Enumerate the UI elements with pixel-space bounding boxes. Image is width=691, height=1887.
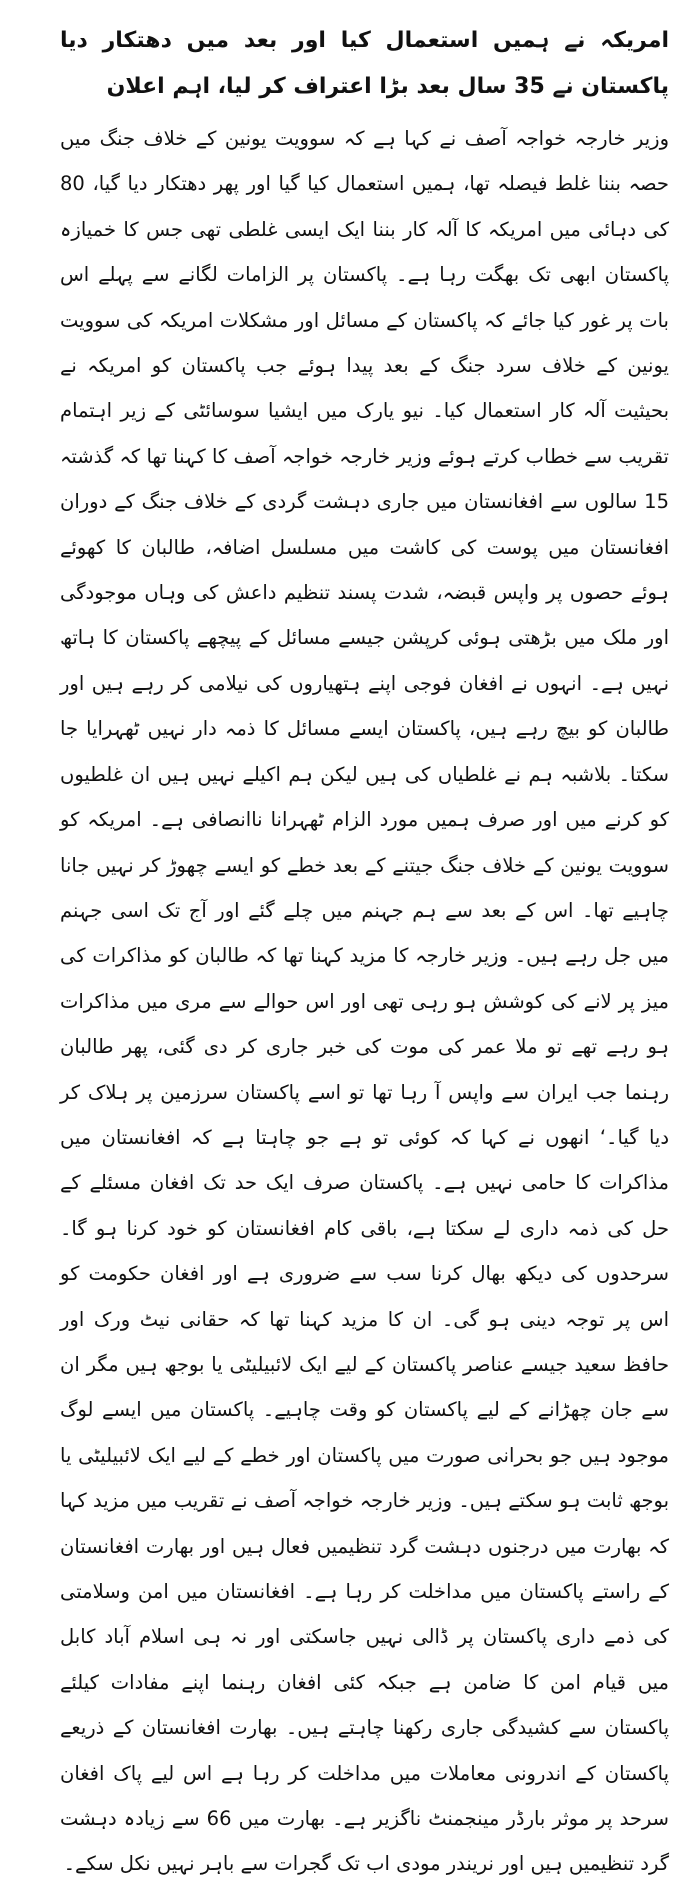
article-headline: امریکہ نے ہمیں استعمال کیا اور بعد میں دھتکار دیا پاکستان نے 35 سال بعد بڑا اعتراف کر لیا، اہم اعلان <box>60 28 669 99</box>
article-body: وزیر خارجہ خواجہ آصف نے کہا ہے کہ سوویت یونین کے خلاف جنگ میں حصہ بننا غلط فیصلہ تھا، ہمیں استعمال کیا گیا اور پھر دھتکار دیا گیا، 80 کی دہائی میں امریکہ کا آلہ کار بننا ایک ایسی غلطی تھی جس کا خمیازہ پاکستان ابھی تک بھگت رہا ہے۔ پاکستان پر الزامات لگانے سے پہلے اس بات پر غور کیا جائے کہ پاکستان کے مسائل اور مشکلات امریکہ کی سوویت یونین کے خلاف سرد جنگ کے بعد پیدا ہوئے جب پاکستان کو امریکہ نے بحیثیت آلہ کار استعمال کیا۔ نیو یارک میں ایشیا سوسائٹی کے زیر اہتمام تقریب سے خطاب کرتے ہوئے وزیر خارجہ خواجہ آصف کا کہنا تھا کہ گذشتہ 15 سالوں سے افغانستان میں جاری دہشت گردی کے خلاف جنگ کے دوران افغانستان میں پوست کی کاشت میں مسلسل اضافہ، طالبان کا کھوئے ہوئے حصوں پر واپس قبضہ، شدت پسند تنظیم داعش کی وہاں موجودگی اور ملک میں بڑھتی ہوئی کرپشن جیسے مسائل کے پیچھے پاکستان کا ہاتھ نہیں ہے۔ انہوں نے افغان فوجی اپنے ہتھیاروں کی نیلامی کر رہے ہیں اور طالبان کو بیچ رہے ہیں، پاکستان ایسے مسائل کا ذمہ دار نہیں ٹھہرایا جا سکتا۔ بلاشبہ ہم نے غلطیاں کی ہیں لیکن ہم اکیلے نہیں ہیں ان غلطیوں کو کرنے میں اور صرف ہمیں مورد الزام ٹھہرانا ناانصافی ہے۔ امریکہ کو سوویت یونین کے خلاف جنگ جیتنے کے بعد خطے کو ایسے چھوڑ کر نہیں جانا چاہیے تھا۔ اس کے بعد سے ہم جہنم میں چلے گئے اور آج تک اسی جہنم میں جل رہے ہیں۔ وزیر خارجہ کا مزید کہنا تھا کہ طالبان کو مذاکرات کی میز پر لانے کی کوشش ہو رہی تھی اور اس حوالے سے مری میں مذاکرات ہو رہے تھے تو ملا عمر کی موت کی خبر جاری کر دی گئی، پھر طالبان رہنما جب ایران سے واپس آ رہا تھا تو اسے پاکستان سرزمین پر ہلاک کر دیا گیا۔‘ انھوں نے کہا کہ کوئی تو ہے جو چاہتا ہے کہ افغانستان میں مذاکرات کا حامی نہیں ہے۔ پاکستان صرف ایک حد تک افغان مسئلے کے حل کی ذمہ داری لے سکتا ہے، باقی کام افغانستان کو خود کرنا ہو گا۔ سرحدوں کی دیکھ بھال کرنا سب سے ضروری ہے اور افغان حکومت کو اس پر توجہ دینی ہو گی۔ ان کا مزید کہنا تھا کہ حقانی نیٹ ورک اور حافظ سعید جیسے عناصر پاکستان کے لیے ایک لائبیلیٹی یا بوجھ ہیں مگر ان سے جان چھڑانے کے لیے پاکستان کو وقت چاہیے۔ پاکستان میں ایسے لوگ موجود ہیں جو بحرانی صورت میں پاکستان اور خطے کے لیے ایک لائبیلیٹی یا بوجھ ثابت ہو سکتے ہیں۔ وزیر خارجہ خواجہ آصف نے تقریب میں مزید کہا کہ بھارت میں درجنوں دہشت گرد تنظیمیں فعال ہیں اور بھارت افغانستان کے راستے پاکستان میں مداخلت کر رہا ہے۔ افغانستان میں امن وسلامتی کی ذمے داری پاکستان پر ڈالی نہیں جاسکتی اور نہ ہی اسلام آباد کابل میں قیام امن کا ضامن ہے جبکہ کئی افغان رہنما اپنے مفادات کیلئے پاکستان سے کشیدگی جاری رکھنا چاہتے ہیں۔ بھارت افغانستان کے ذریعے پاکستان کے اندرونی معاملات میں مداخلت کر رہا ہے اس لیے پاک افغان سرحد پر موثر بارڈر مینجمنٹ ناگزیر ہے۔ بھارت میں 66 سے زیادہ دہشت گرد تنظیمیں ہیں اور نریندر مودی اب تک گجرات سے باہر نہیں نکل سکے۔ <box>60 127 669 1876</box>
